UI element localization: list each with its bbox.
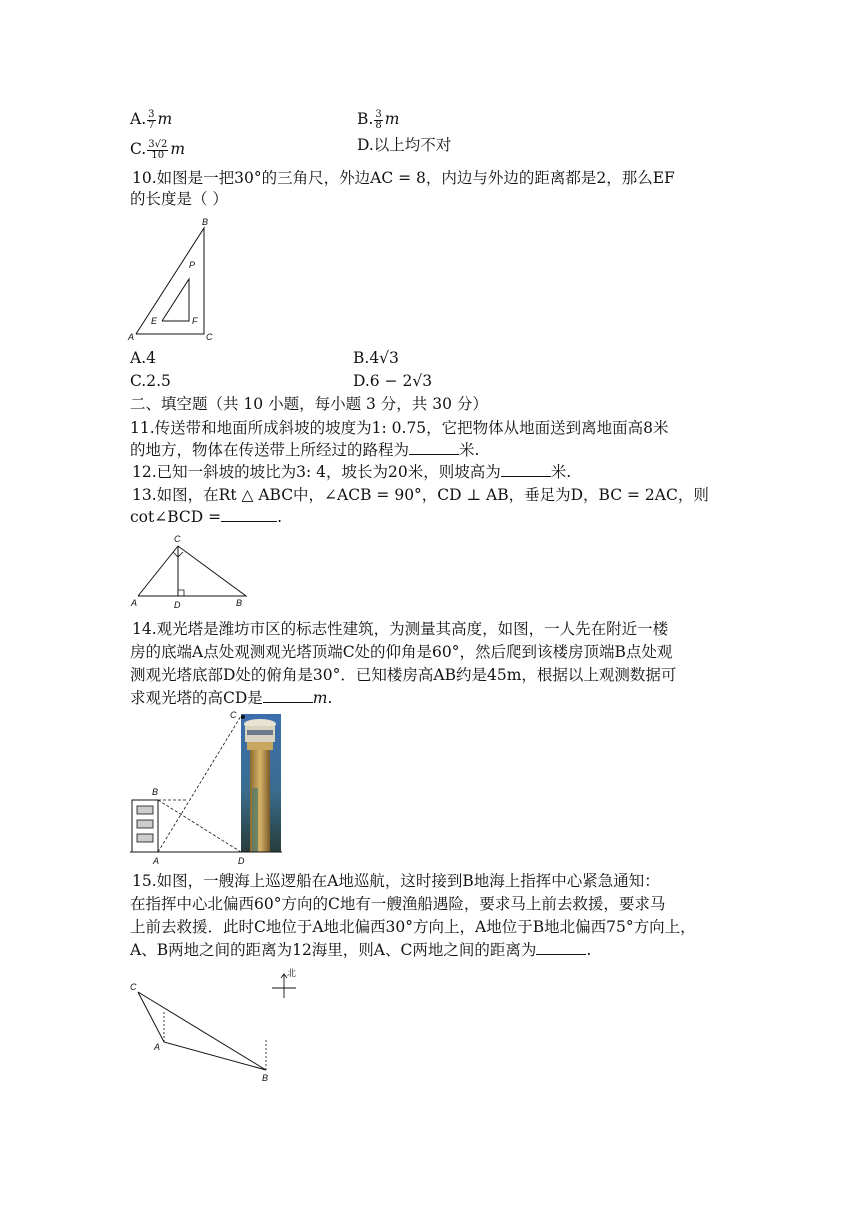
question-text: 的地方，物体在传送带上所经过的路程为 <box>130 441 410 459</box>
question-text: A、B两地之间的距离为12海里，则A、C两地之间的距离为 <box>130 941 537 959</box>
option-10d: D.6 − 2√3 <box>353 372 433 390</box>
question-text: 米. <box>459 441 480 459</box>
question-15-line3: 上前去救援．此时C地位于A地北偏西30°方向上，A地位于B地北偏西75°方向上， <box>130 918 696 936</box>
triangle-ruler-figure <box>126 214 226 346</box>
tower-figure <box>126 708 286 868</box>
numerator: 3 <box>148 108 155 120</box>
denominator: 10 <box>151 149 165 161</box>
question-13-line1: 13.如图，在Rt △ ABC中，∠ACB = 90°，CD ⊥ AB，垂足为D，BC = 2AC，则 <box>132 486 709 504</box>
fraction <box>147 140 168 161</box>
unit: m <box>384 110 400 128</box>
label-a: A <box>131 598 138 608</box>
tower-top-windows <box>247 730 273 735</box>
label-d: D <box>174 600 181 610</box>
sightline-bd <box>158 800 241 852</box>
label-d: D <box>238 856 245 866</box>
answer-blank[interactable] <box>536 940 586 955</box>
label-c: C <box>206 332 213 342</box>
label-b: B <box>202 217 209 227</box>
triangle-cab <box>138 992 266 1070</box>
option-10c: C.2.5 <box>130 372 171 390</box>
question-text: . <box>586 941 592 959</box>
unit: m <box>170 140 186 158</box>
option-9c <box>130 138 185 161</box>
label-c: C <box>230 710 237 720</box>
building-window-2 <box>137 820 153 828</box>
question-text: 12.已知一斜坡的坡比为3: 4，坡长为20米，则坡高为 <box>132 463 501 481</box>
question-15-line1: 15.如图，一艘海上巡逻船在A地巡航，这时接到B地海上指挥中心紧急通知： <box>132 872 660 890</box>
question-10-line2: 的长度是（ ） <box>130 190 228 208</box>
question-14-line3: 测观光塔底部D处的俯角是30°．已知楼房高AB约是45m，根据以上观测数据可 <box>130 666 677 684</box>
question-text: m. <box>312 689 333 707</box>
building-window-3 <box>137 834 153 842</box>
question-15-line2: 在指挥中心北偏西60°方向的C地有一艘渔船遇险，要求马上前去救援，要求马 <box>130 895 666 913</box>
question-14-line1: 14.观光塔是潍坊市区的标志性建筑，为测量其高度，如图，一人先在附近一楼 <box>132 620 669 638</box>
option-10a: A.4 <box>130 349 156 367</box>
question-14-line4 <box>130 687 332 709</box>
option-prefix: A. <box>130 110 147 128</box>
question-10-line1: 10.如图是一把30°的三角尺，外边AC = 8，内边与外边的距离都是2，那么EF <box>132 169 675 187</box>
option-10b: B.4√3 <box>353 349 399 367</box>
option-prefix: B. <box>357 110 374 128</box>
answer-blank[interactable] <box>263 688 313 703</box>
question-15-line4 <box>130 939 591 961</box>
triangle-abc <box>138 546 246 596</box>
fraction <box>374 110 382 131</box>
section-heading: 二、填空题（共 10 小题，每小题 3 分，共 30 分） <box>130 395 488 413</box>
fraction <box>147 110 155 131</box>
tower-ring <box>247 742 273 750</box>
label-north: 北 <box>287 968 297 978</box>
label-a: A <box>128 332 135 342</box>
option-9a <box>130 108 172 131</box>
option-9b <box>357 108 399 131</box>
numerator: 3√2 <box>148 138 168 150</box>
option-9d: D.以上均不对 <box>357 136 452 154</box>
question-13-line2 <box>130 506 282 528</box>
numerator: 3 <box>375 108 382 120</box>
label-f: F <box>192 316 198 326</box>
question-14-line2: 房的底端A点处观测观光塔顶端C处的仰角是60°，然后爬到该楼房顶端B点处观 <box>130 643 673 661</box>
building-window-1 <box>137 806 153 814</box>
answer-blank[interactable] <box>409 440 459 455</box>
question-text: 米. <box>550 463 572 481</box>
option-prefix: C. <box>130 140 147 158</box>
label-c: C <box>130 982 137 992</box>
label-b: B <box>236 598 243 608</box>
label-a: A <box>153 856 160 866</box>
question-text: 求观光塔的高CD是 <box>130 689 263 707</box>
question-text: cot∠BCD = <box>130 508 222 526</box>
denominator: 8 <box>375 119 382 131</box>
question-11-line1: 11.传送带和地面所成斜坡的坡度为1: 0.75，它把物体从地面送到离地面高8米 <box>130 419 669 437</box>
right-triangle-figure <box>126 532 256 614</box>
point-c <box>241 715 245 719</box>
label-b: B <box>262 1073 269 1083</box>
right-angle-mark-d <box>178 590 184 596</box>
question-11-line2 <box>130 439 479 461</box>
label-c: C <box>174 534 181 544</box>
tower-shaft-shadow <box>252 788 258 852</box>
sightline-ac <box>158 716 241 852</box>
label-b: B <box>152 787 159 797</box>
label-p: P <box>189 260 196 270</box>
answer-blank[interactable] <box>221 507 277 522</box>
denominator: 7 <box>148 119 155 131</box>
label-e: E <box>151 316 158 326</box>
answer-blank[interactable] <box>501 462 551 477</box>
navigation-figure <box>126 966 306 1090</box>
label-a: A <box>154 1042 161 1052</box>
question-12 <box>132 461 571 483</box>
question-text: . <box>277 508 283 526</box>
inner-triangle <box>162 279 189 321</box>
unit: m <box>157 110 173 128</box>
